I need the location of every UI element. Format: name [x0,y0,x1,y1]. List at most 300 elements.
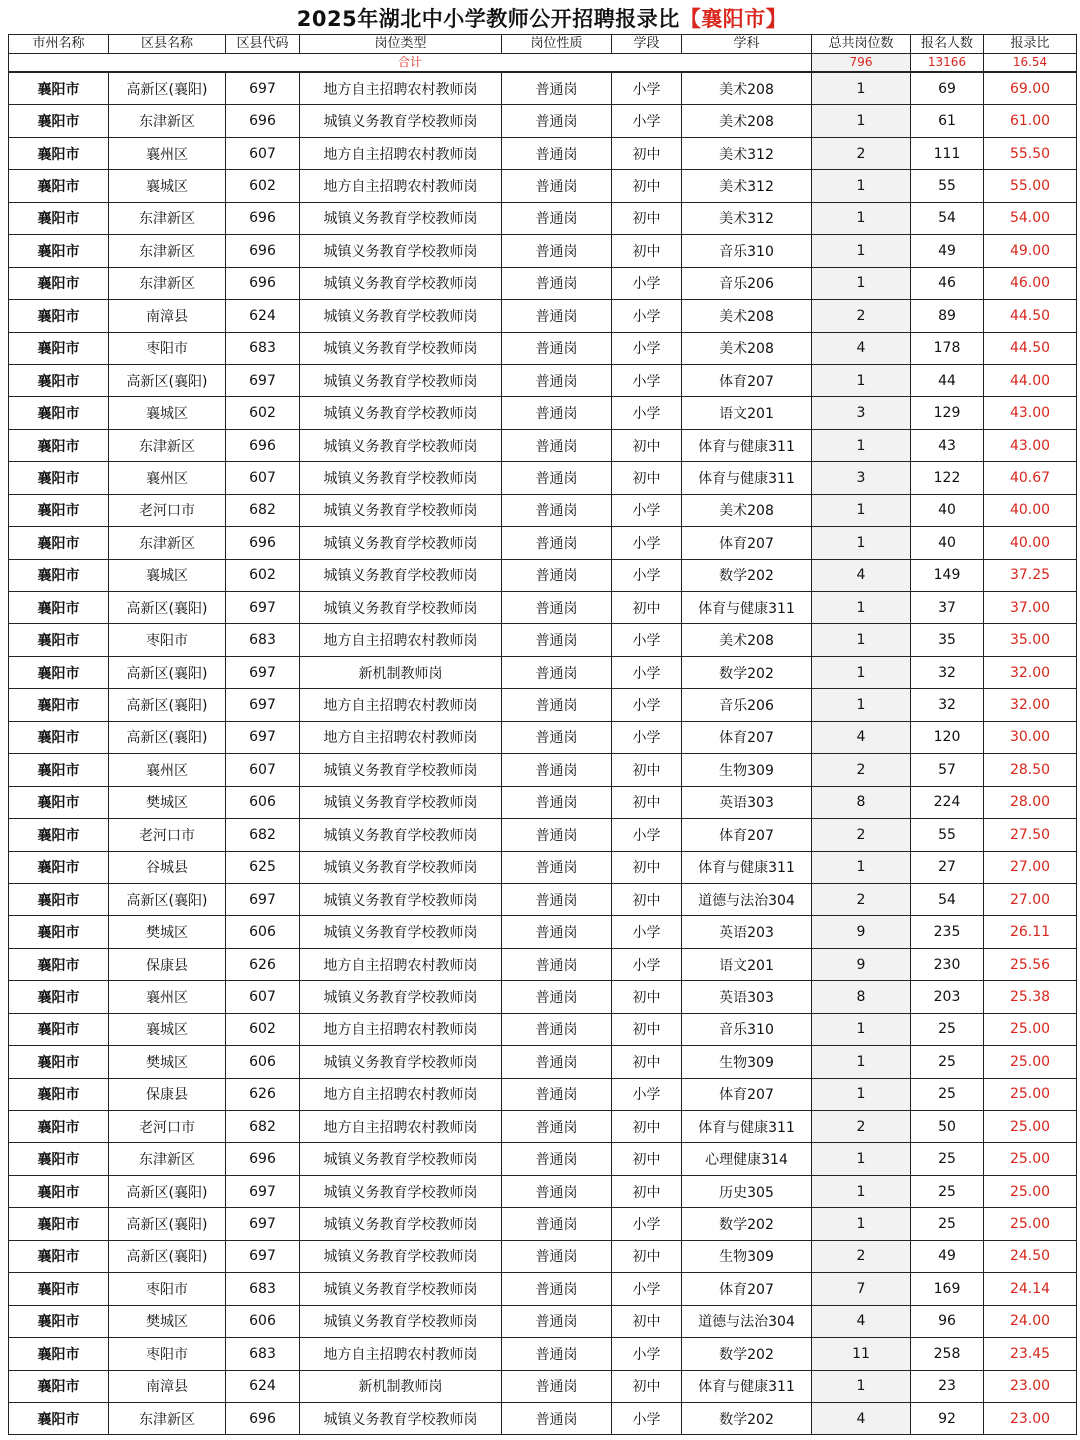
stage-cell: 初中 [612,592,682,624]
district-cell: 东津新区 [109,1402,226,1434]
district-cell: 襄城区 [109,1013,226,1045]
stage-cell: 初中 [612,883,682,915]
city-cell: 襄阳市 [9,981,109,1013]
applicants-cell: 25 [911,1013,984,1045]
subject-cell: 体育207 [682,721,812,753]
table-row [9,202,1077,234]
post-type-cell: 城镇义务教育学校教师岗 [300,851,502,883]
stage-cell: 初中 [612,1175,682,1207]
stage-cell: 初中 [612,1305,682,1337]
district-code-cell: 602 [226,397,300,429]
subject-cell: 心理健康314 [682,1143,812,1175]
applicants-cell: 230 [911,948,984,980]
district-cell: 高新区(襄阳) [109,364,226,396]
positions-cell: 9 [812,916,911,948]
district-cell: 高新区(襄阳) [109,1175,226,1207]
post-type-cell: 城镇义务教育学校教师岗 [300,300,502,332]
district-cell: 襄城区 [109,559,226,591]
table-row [9,1338,1077,1370]
applicants-cell: 32 [911,689,984,721]
table-row [9,1273,1077,1305]
table-row [9,300,1077,332]
city-cell: 襄阳市 [9,851,109,883]
recruitment-sheet [8,4,1076,1435]
table-row [9,364,1077,396]
table-row [9,689,1077,721]
positions-cell: 11 [812,1338,911,1370]
stage-cell: 小学 [612,494,682,526]
table-row [9,786,1077,818]
subject-cell: 音乐310 [682,235,812,267]
post-nature-cell: 普通岗 [502,948,612,980]
post-nature-cell: 普通岗 [502,1370,612,1402]
stage-cell: 初中 [612,1370,682,1402]
post-nature-cell: 普通岗 [502,721,612,753]
stage-cell: 小学 [612,624,682,656]
city-cell: 襄阳市 [9,1240,109,1272]
post-type-cell: 城镇义务教育学校教师岗 [300,592,502,624]
ratio-cell: 24.50 [984,1240,1077,1272]
title-main: 2025年湖北中小学教师公开招聘报录比 [296,7,680,31]
post-type-cell: 城镇义务教育学校教师岗 [300,1305,502,1337]
positions-cell: 1 [812,527,911,559]
positions-cell: 2 [812,883,911,915]
post-type-cell: 城镇义务教育学校教师岗 [300,916,502,948]
stage-cell: 初中 [612,1111,682,1143]
subject-cell: 语文201 [682,397,812,429]
positions-cell: 1 [812,592,911,624]
ratio-cell: 40.00 [984,494,1077,526]
ratio-cell: 69.00 [984,72,1077,105]
district-code-cell: 626 [226,1078,300,1110]
city-cell: 襄阳市 [9,689,109,721]
subject-cell: 道德与法治304 [682,883,812,915]
ratio-cell: 25.56 [984,948,1077,980]
applicants-cell: 203 [911,981,984,1013]
table-row [9,916,1077,948]
post-type-cell: 城镇义务教育学校教师岗 [300,819,502,851]
post-nature-cell: 普通岗 [502,397,612,429]
district-code-cell: 697 [226,689,300,721]
header-total-positions: 总共岗位数 [812,35,911,54]
table-row [9,429,1077,461]
subject-cell: 英语303 [682,981,812,1013]
district-code-cell: 697 [226,592,300,624]
district-cell: 东津新区 [109,1143,226,1175]
applicants-cell: 54 [911,202,984,234]
city-cell: 襄阳市 [9,300,109,332]
post-type-cell: 城镇义务教育学校教师岗 [300,527,502,559]
header-district-code: 区县代码 [226,35,300,54]
subject-cell: 美术312 [682,170,812,202]
ratio-cell: 37.25 [984,559,1077,591]
ratio-cell: 23.00 [984,1370,1077,1402]
table-row [9,592,1077,624]
subject-cell: 美术312 [682,202,812,234]
district-code-cell: 606 [226,1305,300,1337]
district-cell: 襄城区 [109,170,226,202]
table-row [9,819,1077,851]
stage-cell: 小学 [612,267,682,299]
city-cell: 襄阳市 [9,1402,109,1434]
summary-positions: 796 [812,54,911,73]
positions-cell: 1 [812,364,911,396]
header-city: 市州名称 [9,35,109,54]
applicants-cell: 49 [911,235,984,267]
positions-cell: 4 [812,1402,911,1434]
district-cell: 老河口市 [109,1111,226,1143]
table-row [9,1111,1077,1143]
post-type-cell: 城镇义务教育学校教师岗 [300,494,502,526]
district-code-cell: 607 [226,137,300,169]
city-cell: 襄阳市 [9,721,109,753]
positions-cell: 1 [812,1046,911,1078]
stage-cell: 初中 [612,235,682,267]
table-row [9,656,1077,688]
post-type-cell: 城镇义务教育学校教师岗 [300,202,502,234]
applicants-cell: 61 [911,105,984,137]
stage-cell: 小学 [612,1078,682,1110]
district-code-cell: 682 [226,819,300,851]
applicants-cell: 169 [911,1273,984,1305]
summary-ratio: 16.54 [984,54,1077,73]
subject-cell: 道德与法治304 [682,1305,812,1337]
stage-cell: 初中 [612,137,682,169]
applicants-cell: 46 [911,267,984,299]
table-row [9,332,1077,364]
applicants-cell: 40 [911,527,984,559]
applicants-cell: 25 [911,1208,984,1240]
subject-cell: 体育与健康311 [682,851,812,883]
positions-cell: 2 [812,137,911,169]
district-cell: 樊城区 [109,1046,226,1078]
post-nature-cell: 普通岗 [502,1338,612,1370]
ratio-cell: 55.50 [984,137,1077,169]
post-type-cell: 地方自主招聘农村教师岗 [300,137,502,169]
ratio-cell: 25.00 [984,1208,1077,1240]
ratio-cell: 43.00 [984,429,1077,461]
post-nature-cell: 普通岗 [502,689,612,721]
header-subject: 学科 [682,35,812,54]
ratio-cell: 46.00 [984,267,1077,299]
header-ratio: 报录比 [984,35,1077,54]
applicants-cell: 55 [911,819,984,851]
post-nature-cell: 普通岗 [502,1240,612,1272]
positions-cell: 2 [812,819,911,851]
city-cell: 襄阳市 [9,202,109,234]
post-nature-cell: 普通岗 [502,592,612,624]
positions-cell: 1 [812,494,911,526]
table-row [9,1208,1077,1240]
ratio-cell: 32.00 [984,656,1077,688]
subject-cell: 体育207 [682,364,812,396]
district-code-cell: 602 [226,170,300,202]
post-type-cell: 城镇义务教育学校教师岗 [300,559,502,591]
summary-row [9,54,1077,73]
post-type-cell: 地方自主招聘农村教师岗 [300,1111,502,1143]
post-type-cell: 地方自主招聘农村教师岗 [300,689,502,721]
subject-cell: 体育与健康311 [682,1111,812,1143]
table-row [9,105,1077,137]
stage-cell: 小学 [612,1402,682,1434]
applicants-cell: 111 [911,137,984,169]
district-cell: 樊城区 [109,1305,226,1337]
positions-cell: 4 [812,332,911,364]
post-type-cell: 新机制教师岗 [300,656,502,688]
post-nature-cell: 普通岗 [502,883,612,915]
post-nature-cell: 普通岗 [502,559,612,591]
ratio-cell: 44.50 [984,332,1077,364]
post-type-cell: 城镇义务教育学校教师岗 [300,1175,502,1207]
subject-cell: 音乐206 [682,689,812,721]
applicants-cell: 122 [911,462,984,494]
city-cell: 襄阳市 [9,494,109,526]
table-row [9,527,1077,559]
city-cell: 襄阳市 [9,72,109,105]
applicants-cell: 96 [911,1305,984,1337]
post-nature-cell: 普通岗 [502,494,612,526]
post-type-cell: 地方自主招聘农村教师岗 [300,1013,502,1045]
city-cell: 襄阳市 [9,1078,109,1110]
applicants-cell: 23 [911,1370,984,1402]
city-cell: 襄阳市 [9,1305,109,1337]
district-code-cell: 697 [226,1240,300,1272]
table-row [9,754,1077,786]
post-nature-cell: 普通岗 [502,267,612,299]
table-row [9,1240,1077,1272]
city-cell: 襄阳市 [9,1013,109,1045]
district-code-cell: 607 [226,462,300,494]
ratio-cell: 44.00 [984,364,1077,396]
post-type-cell: 城镇义务教育学校教师岗 [300,267,502,299]
city-cell: 襄阳市 [9,754,109,786]
post-nature-cell: 普通岗 [502,1078,612,1110]
header-post-type: 岗位类型 [300,35,502,54]
subject-cell: 美术208 [682,624,812,656]
city-cell: 襄阳市 [9,267,109,299]
applicants-cell: 27 [911,851,984,883]
table-row [9,1046,1077,1078]
district-cell: 樊城区 [109,916,226,948]
post-nature-cell: 普通岗 [502,819,612,851]
post-type-cell: 城镇义务教育学校教师岗 [300,1402,502,1434]
header-applicants: 报名人数 [911,35,984,54]
applicants-cell: 57 [911,754,984,786]
district-cell: 谷城县 [109,851,226,883]
district-cell: 东津新区 [109,429,226,461]
stage-cell: 初中 [612,851,682,883]
positions-cell: 1 [812,624,911,656]
district-code-cell: 625 [226,851,300,883]
district-code-cell: 683 [226,1273,300,1305]
post-type-cell: 城镇义务教育学校教师岗 [300,1046,502,1078]
table-row [9,235,1077,267]
post-type-cell: 城镇义务教育学校教师岗 [300,1208,502,1240]
positions-cell: 1 [812,1013,911,1045]
subject-cell: 体育207 [682,1273,812,1305]
ratio-cell: 35.00 [984,624,1077,656]
post-type-cell: 地方自主招聘农村教师岗 [300,948,502,980]
district-cell: 高新区(襄阳) [109,721,226,753]
post-type-cell: 城镇义务教育学校教师岗 [300,105,502,137]
subject-cell: 生物309 [682,1046,812,1078]
positions-cell: 3 [812,397,911,429]
applicants-cell: 258 [911,1338,984,1370]
city-cell: 襄阳市 [9,527,109,559]
city-cell: 襄阳市 [9,235,109,267]
city-cell: 襄阳市 [9,1111,109,1143]
post-type-cell: 城镇义务教育学校教师岗 [300,462,502,494]
applicants-cell: 89 [911,300,984,332]
post-nature-cell: 普通岗 [502,170,612,202]
post-nature-cell: 普通岗 [502,332,612,364]
positions-cell: 1 [812,105,911,137]
title-city-tag: 【襄阳市】 [679,7,788,31]
ratio-cell: 30.00 [984,721,1077,753]
post-type-cell: 城镇义务教育学校教师岗 [300,981,502,1013]
table-row [9,883,1077,915]
ratio-cell: 25.00 [984,1143,1077,1175]
post-nature-cell: 普通岗 [502,462,612,494]
ratio-cell: 40.67 [984,462,1077,494]
district-cell: 东津新区 [109,105,226,137]
positions-cell: 3 [812,462,911,494]
district-code-cell: 682 [226,494,300,526]
positions-cell: 1 [812,1208,911,1240]
ratio-cell: 23.00 [984,1402,1077,1434]
table-row [9,1143,1077,1175]
subject-cell: 数学202 [682,1402,812,1434]
district-code-cell: 683 [226,1338,300,1370]
district-cell: 高新区(襄阳) [109,592,226,624]
stage-cell: 小学 [612,300,682,332]
ratio-cell: 37.00 [984,592,1077,624]
district-cell: 高新区(襄阳) [109,656,226,688]
ratio-cell: 24.00 [984,1305,1077,1337]
district-cell: 东津新区 [109,202,226,234]
post-nature-cell: 普通岗 [502,1111,612,1143]
district-code-cell: 624 [226,300,300,332]
ratio-cell: 25.38 [984,981,1077,1013]
applicants-cell: 32 [911,656,984,688]
district-cell: 高新区(襄阳) [109,1240,226,1272]
positions-cell: 4 [812,721,911,753]
city-cell: 襄阳市 [9,170,109,202]
district-code-cell: 682 [226,1111,300,1143]
table-row [9,1175,1077,1207]
stage-cell: 初中 [612,981,682,1013]
post-type-cell: 新机制教师岗 [300,1370,502,1402]
positions-cell: 2 [812,300,911,332]
ratio-cell: 25.00 [984,1111,1077,1143]
district-code-cell: 683 [226,332,300,364]
stage-cell: 小学 [612,656,682,688]
post-nature-cell: 普通岗 [502,981,612,1013]
district-cell: 老河口市 [109,819,226,851]
ratio-cell: 28.00 [984,786,1077,818]
district-cell: 襄州区 [109,137,226,169]
positions-cell: 8 [812,981,911,1013]
applicants-cell: 129 [911,397,984,429]
post-type-cell: 城镇义务教育学校教师岗 [300,1273,502,1305]
district-cell: 南漳县 [109,1370,226,1402]
post-nature-cell: 普通岗 [502,851,612,883]
city-cell: 襄阳市 [9,948,109,980]
positions-cell: 7 [812,1273,911,1305]
post-nature-cell: 普通岗 [502,1175,612,1207]
district-code-cell: 607 [226,754,300,786]
district-code-cell: 696 [226,267,300,299]
table-row [9,397,1077,429]
stage-cell: 初中 [612,429,682,461]
positions-cell: 1 [812,1143,911,1175]
post-nature-cell: 普通岗 [502,624,612,656]
applicants-cell: 43 [911,429,984,461]
ratio-cell: 26.11 [984,916,1077,948]
subject-cell: 体育与健康311 [682,429,812,461]
stage-cell: 小学 [612,1338,682,1370]
city-cell: 襄阳市 [9,1175,109,1207]
city-cell: 襄阳市 [9,332,109,364]
district-code-cell: 696 [226,1143,300,1175]
district-cell: 东津新区 [109,235,226,267]
city-cell: 襄阳市 [9,916,109,948]
district-cell: 南漳县 [109,300,226,332]
summary-label: 合计 [9,54,812,73]
ratio-cell: 54.00 [984,202,1077,234]
applicants-cell: 92 [911,1402,984,1434]
district-cell: 老河口市 [109,494,226,526]
district-cell: 襄城区 [109,397,226,429]
district-cell: 保康县 [109,948,226,980]
ratio-cell: 43.00 [984,397,1077,429]
stage-cell: 小学 [612,105,682,137]
post-type-cell: 城镇义务教育学校教师岗 [300,1240,502,1272]
stage-cell: 小学 [612,916,682,948]
post-nature-cell: 普通岗 [502,916,612,948]
city-cell: 襄阳市 [9,1370,109,1402]
applicants-cell: 37 [911,592,984,624]
applicants-cell: 54 [911,883,984,915]
table-row [9,137,1077,169]
ratio-cell: 27.00 [984,883,1077,915]
city-cell: 襄阳市 [9,429,109,461]
post-type-cell: 地方自主招聘农村教师岗 [300,721,502,753]
city-cell: 襄阳市 [9,624,109,656]
positions-cell: 1 [812,1370,911,1402]
applicants-cell: 25 [911,1046,984,1078]
positions-cell: 1 [812,202,911,234]
post-nature-cell: 普通岗 [502,1046,612,1078]
post-nature-cell: 普通岗 [502,1273,612,1305]
subject-cell: 英语203 [682,916,812,948]
ratio-cell: 32.00 [984,689,1077,721]
positions-cell: 8 [812,786,911,818]
table-row [9,1370,1077,1402]
post-nature-cell: 普通岗 [502,1143,612,1175]
subject-cell: 美术208 [682,300,812,332]
post-nature-cell: 普通岗 [502,1402,612,1434]
subject-cell: 英语303 [682,786,812,818]
district-cell: 樊城区 [109,786,226,818]
city-cell: 襄阳市 [9,559,109,591]
subject-cell: 体育207 [682,819,812,851]
post-type-cell: 城镇义务教育学校教师岗 [300,332,502,364]
header-district: 区县名称 [109,35,226,54]
city-cell: 襄阳市 [9,592,109,624]
positions-cell: 4 [812,1305,911,1337]
post-type-cell: 地方自主招聘农村教师岗 [300,1078,502,1110]
